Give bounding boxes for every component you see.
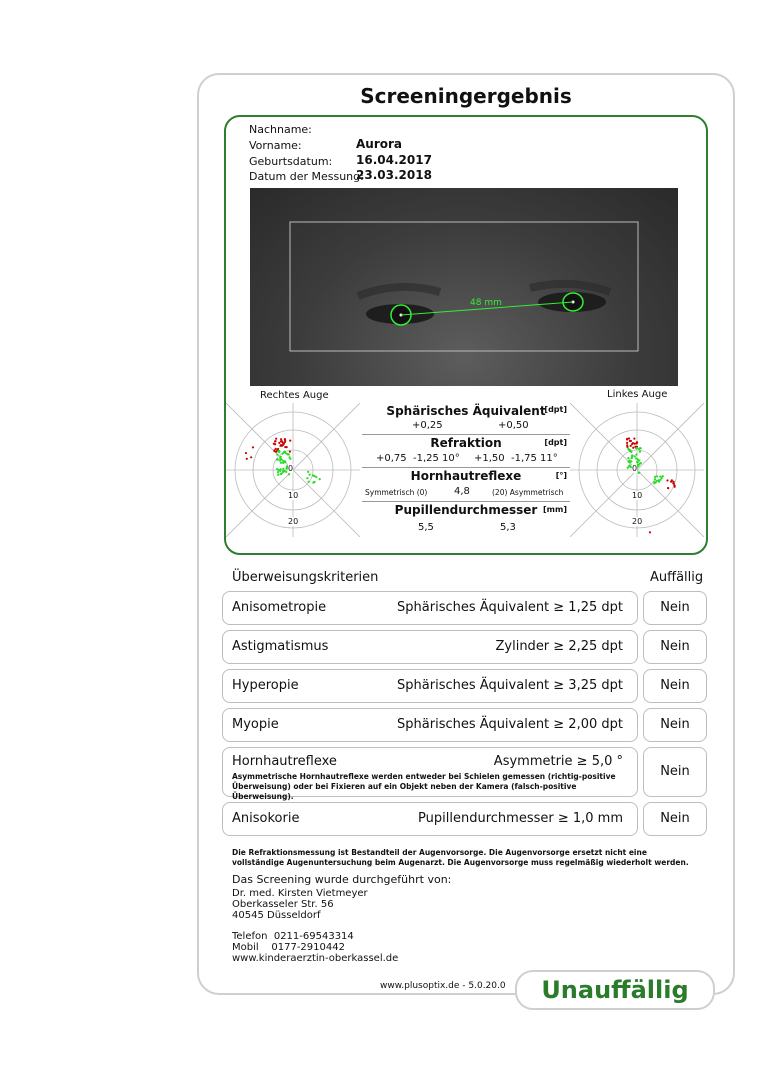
spherical-left: +0,50 (498, 420, 529, 431)
page-title: Screeningergebnis (360, 84, 572, 108)
scatter-dot (626, 442, 628, 444)
scatter-dot (282, 453, 284, 455)
scatter-dot (638, 459, 640, 461)
scatter-dot (634, 455, 636, 457)
criterion-name: Anisometropie (232, 600, 327, 615)
scatter-dot (285, 452, 287, 454)
criterion-myopie (222, 708, 638, 742)
polar-label-20: 20 (632, 517, 643, 526)
refraction-unit: [dpt] (544, 438, 567, 447)
scatter-dot (319, 478, 321, 480)
scatter-dot (280, 459, 282, 461)
scatter-dot (283, 443, 285, 445)
scatter-dot (629, 440, 631, 442)
scatter-dot (274, 440, 276, 442)
scatter-dot (280, 462, 282, 464)
scatter-dot (636, 447, 638, 449)
scatter-dot (673, 484, 675, 486)
dob-value: 16.04.2017 (356, 153, 432, 167)
pupil-unit: [mm] (543, 505, 567, 514)
scatter-dot (250, 456, 252, 458)
scatter-dot (638, 472, 640, 474)
dob-label: Geburtsdatum: (249, 155, 333, 168)
criterion-result: Nein (643, 630, 707, 664)
left-eye-polar-plot (570, 403, 704, 537)
doctor-website: www.kinderaerztin-oberkassel.de (232, 953, 399, 964)
scatter-dot (289, 450, 291, 452)
scatter-dot (276, 454, 278, 456)
scatter-dot (666, 479, 668, 481)
criterion-condition: Sphärisches Äquivalent ≥ 1,25 dpt (397, 600, 623, 615)
doctor-name: Dr. med. Kirsten Vietmeyer (232, 888, 368, 899)
overall-result-badge: Unauffällig (515, 970, 715, 1010)
scatter-dot (633, 438, 635, 440)
spherical-title: Sphärisches Äquivalent (386, 404, 546, 418)
polar-label-0: 0 (632, 464, 638, 473)
scatter-dot (284, 446, 286, 448)
pupil-right: 5,5 (418, 522, 434, 533)
scatter-dot (283, 460, 285, 462)
criterion-result: Nein (643, 708, 707, 742)
scatter-dot (279, 470, 281, 472)
scatter-dot (627, 467, 629, 469)
right-eye-label: Rechtes Auge (260, 390, 329, 401)
scatter-dot (281, 472, 283, 474)
scatter-dot (312, 482, 314, 484)
refraction-right: +0,75 -1,25 10° (376, 453, 460, 464)
scatter-dot (662, 475, 664, 477)
scatter-dot (308, 481, 310, 483)
criteria-header: Überweisungskriterien (232, 570, 379, 585)
scatter-dot (277, 474, 279, 476)
scatter-dot (288, 473, 290, 475)
scatter-dot (649, 531, 651, 533)
scatter-dot (277, 458, 279, 460)
criterion-result: Nein (643, 802, 707, 836)
firstname-label: Vorname: (249, 139, 302, 152)
scatter-dot (629, 459, 631, 461)
scatter-dot (635, 457, 637, 459)
scatter-dot (276, 468, 278, 470)
criterion-name: Anisokorie (232, 811, 300, 826)
spherical-unit: [dpt] (544, 405, 567, 414)
scatter-dot (667, 487, 669, 489)
result-header: Auffällig (650, 570, 704, 585)
scatter-dot (639, 447, 641, 449)
scatter-dot (626, 438, 628, 440)
disclaimer: Die Refraktionsmessung ist Bestandteil der Augenvorsorge. Die Augenvorsorge ersetzt nicht eine vollständige Augenuntersuchung beim Augenarzt. Die Augenvorsorge muss regelmäßig wiederholt werden. (232, 848, 689, 867)
scatter-dot (629, 461, 631, 463)
right-eye-polar-plot (226, 403, 360, 537)
divider (362, 434, 570, 435)
criterion-name: Myopie (232, 717, 279, 732)
scatter-dot (273, 450, 275, 452)
lastname-label: Nachname: (249, 123, 312, 136)
scatter-dot (632, 447, 634, 449)
criterion-anisokorie (222, 802, 638, 836)
scatter-dot (307, 471, 309, 473)
scatter-dot (245, 452, 247, 454)
left-eye-label: Linkes Auge (607, 389, 668, 400)
scatter-dot (630, 451, 632, 453)
scatter-dot (282, 468, 284, 470)
footer-website: www.plusoptix.de - 5.0.20.0 (380, 981, 506, 991)
scatter-dot (632, 442, 634, 444)
performed-by-intro: Das Screening wurde durchgeführt von: (232, 873, 452, 886)
scatter-dot (275, 438, 277, 440)
criterion-condition: Pupillendurchmesser ≥ 1,0 mm (418, 811, 623, 826)
refraction-left: +1,50 -1,75 11° (474, 453, 558, 464)
scatter-dot (280, 438, 282, 440)
scatter-dot (635, 453, 637, 455)
eye-photo (250, 188, 678, 386)
scatter-dot (640, 462, 642, 464)
scatter-dot (278, 442, 280, 444)
criterion-condition: Sphärisches Äquivalent ≥ 2,00 dpt (397, 717, 623, 732)
criterion-result: Nein (643, 591, 707, 625)
firstname-value: Aurora (356, 137, 403, 151)
measurement-date-label: Datum der Messung: (249, 170, 364, 183)
scatter-dot (273, 443, 275, 445)
doctor-phone: Telefon 0211-69543314 (232, 931, 354, 942)
pupil-left: 5,3 (500, 522, 516, 533)
scatter-dot (309, 474, 311, 476)
scatter-dot (628, 437, 630, 439)
scatter-dot (288, 456, 290, 458)
scatter-dot (671, 479, 673, 481)
measurements-table (362, 402, 570, 538)
scatter-dot (315, 476, 317, 478)
divider (362, 467, 570, 468)
pupil-title: Pupillendurchmesser (394, 503, 538, 517)
polar-label-0: 0 (288, 464, 294, 473)
corneal-unit: [°] (555, 471, 567, 480)
criterion-condition: Sphärisches Äquivalent ≥ 3,25 dpt (397, 678, 623, 693)
spherical-right: +0,25 (412, 420, 443, 431)
scatter-dot (246, 458, 248, 460)
doctor-street: Oberkasseler Str. 56 (232, 899, 334, 910)
scatter-dot (626, 444, 628, 446)
scatter-dot (252, 446, 254, 448)
polar-label-20: 20 (288, 517, 299, 526)
scatter-dot (654, 481, 656, 483)
scatter-dot (278, 450, 280, 452)
criterion-note: Asymmetrische Hornhautreflexe werden entweder bei Schielen gemessen (richtig-positive Überweisung) oder bei Fixieren auf ein Objekt neben der Kamera (falsch-positive Überweisung). (232, 772, 616, 801)
scatter-dot (279, 445, 281, 447)
criterion-anisometropie (222, 591, 638, 625)
doctor-city: 40545 Düsseldorf (232, 910, 321, 921)
scatter-dot (627, 457, 629, 459)
criterion-condition: Zylinder ≥ 2,25 dpt (495, 639, 623, 654)
scatter-dot (636, 441, 638, 443)
scatter-dot (654, 476, 656, 478)
scatter-dot (631, 454, 633, 456)
measurement-date-value: 23.03.2018 (356, 168, 432, 182)
pupil-distance-label: 48 mm (470, 298, 502, 308)
corneal-value: 4,8 (454, 486, 470, 497)
criterion-astigmatismus (222, 630, 638, 664)
polar-label-10: 10 (632, 491, 643, 500)
divider (362, 501, 570, 502)
scatter-dot (283, 470, 285, 472)
criterion-hyperopie (222, 669, 638, 703)
refraction-title: Refraktion (430, 436, 502, 450)
criterion-name: Hornhautreflexe (232, 754, 337, 769)
criterion-name: Astigmatismus (232, 639, 329, 654)
scatter-dot (306, 477, 308, 479)
criterion-result: Nein (643, 747, 707, 797)
scatter-dot (289, 440, 291, 442)
criterion-hornhautreflexe (222, 747, 638, 801)
scatter-dot (280, 440, 282, 442)
scatter-dot (656, 475, 658, 477)
corneal-asymmetric-label: (20) Asymmetrisch (492, 488, 564, 497)
scatter-dot (639, 450, 641, 452)
doctor-mobile: Mobil 0177-2910442 (232, 942, 345, 953)
corneal-title: Hornhautreflexe (410, 469, 522, 483)
scatter-dot (659, 479, 661, 481)
polar-label-10: 10 (288, 491, 299, 500)
criterion-condition: Asymmetrie ≥ 5,0 ° (493, 754, 623, 769)
scatter-dot (277, 471, 279, 473)
corneal-symmetric-label: Symmetrisch (0) (365, 488, 428, 497)
scatter-dot (628, 449, 630, 451)
scatter-dot (313, 475, 315, 477)
criterion-result: Nein (643, 669, 707, 703)
criterion-name: Hyperopie (232, 678, 299, 693)
scatter-dot (287, 453, 289, 455)
scatter-dot (654, 478, 656, 480)
